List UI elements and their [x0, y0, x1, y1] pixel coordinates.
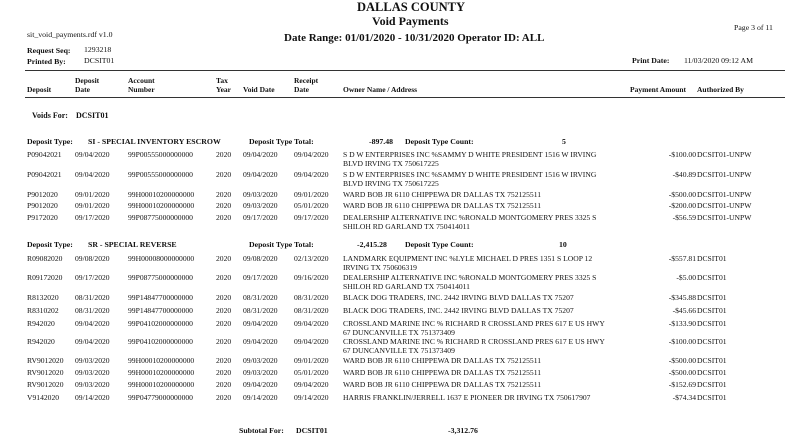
cell-tax-year: 2020 [216, 254, 232, 263]
subtotal-operator: DCSIT01 [296, 426, 328, 435]
cell-amount: -$133.90 [668, 319, 696, 328]
group2-count-label: Deposit Type Count: [405, 240, 474, 249]
cell-receipt-date: 09/16/2020 [294, 273, 329, 282]
date-range: Date Range: 01/01/2020 - 10/31/2020 Operator ID: ALL [284, 32, 545, 44]
request-seq-label: Request Seq: [27, 46, 71, 55]
cell-owner: WARD BOB JR 6110 CHIPPEWA DR DALLAS TX 752125511 [343, 190, 542, 199]
cell-owner: HARRIS FRANKLIN/JERRELL 1637 E PIONEER DR IRVING TX 750617907 [343, 393, 591, 402]
cell-account: 99P14847700000000 [128, 293, 193, 302]
group1-count-label: Deposit Type Count: [405, 137, 474, 146]
cell-authorized-by: DCSIT01 [697, 337, 727, 346]
col-deposit-date-line1: Deposit [75, 76, 100, 85]
cell-deposit: P09042021 [27, 170, 62, 179]
cell-receipt-date: 09/14/2020 [294, 393, 329, 402]
cell-authorized-by: DCSIT01 [697, 254, 727, 263]
cell-owner: DEALERSHIP ALTERNATIVE INC %RONALD MONTGOMERY PRES 3325 S SHILOH RD GARLAND TX 750414011 [343, 273, 597, 291]
col-void-date: Void Date [243, 85, 275, 94]
cell-account: 99P04779000000000 [128, 393, 193, 402]
print-date-value: 11/03/2020 09:12 AM [684, 56, 754, 65]
report-file-name: sit_void_payments.rdf v1.0 [27, 30, 113, 39]
group1-type-label: Deposit Type: [27, 137, 73, 146]
col-receipt-date [294, 76, 318, 94]
cell-account: 99P14847700000000 [128, 306, 193, 315]
group1-total-label: Deposit Type Total: [249, 137, 314, 146]
cell-deposit: R8310202 [27, 306, 59, 315]
cell-deposit-date: 09/04/2020 [75, 170, 110, 179]
cell-void-date: 09/04/2020 [243, 380, 278, 389]
cell-tax-year: 2020 [216, 150, 232, 159]
cell-authorized-by: DCSIT01 [697, 356, 727, 365]
group1-type-name: SI - SPECIAL INVENTORY ESCROW [88, 137, 221, 146]
cell-tax-year: 2020 [216, 368, 232, 377]
cell-account: 99H00008000000000 [128, 254, 195, 263]
cell-deposit: RV9012020 [27, 356, 64, 365]
print-date-label: Print Date: [632, 56, 670, 65]
cell-tax-year: 2020 [216, 293, 232, 302]
cell-tax-year: 2020 [216, 380, 232, 389]
cell-amount: -$5.00 [676, 273, 696, 282]
cell-amount: -$345.88 [668, 293, 696, 302]
cell-account: 99P08775000000000 [128, 273, 193, 282]
cell-void-date: 09/04/2020 [243, 150, 278, 159]
cell-tax-year: 2020 [216, 393, 232, 402]
cell-owner: S D W ENTERPRISES INC %SAMMY D WHITE PRESIDENT 1516 W IRVING BLVD IRVING TX 750617225 [343, 170, 597, 188]
cell-authorized-by: DCSIT01 [697, 380, 727, 389]
cell-authorized-by: DCSIT01 [697, 368, 727, 377]
report-org: DALLAS COUNTY [357, 0, 466, 14]
cell-account: 99P04102000000000 [128, 319, 193, 328]
cell-authorized-by: DCSIT01 [697, 306, 727, 315]
cell-tax-year: 2020 [216, 337, 232, 346]
cell-amount: -$500.00 [668, 368, 696, 377]
cell-deposit: RV9012020 [27, 380, 64, 389]
cell-authorized-by: DCSIT01 [697, 319, 727, 328]
group1-count: 5 [562, 137, 566, 146]
cell-deposit-date: 09/17/2020 [75, 213, 110, 222]
cell-account: 99H00010200000000 [128, 190, 195, 199]
cell-deposit-date: 09/01/2020 [75, 190, 110, 199]
cell-amount: -$74.34 [672, 393, 696, 402]
cell-owner: CROSSLAND MARINE INC % RICHARD R CROSSLAND PRES 617 E US HWY 67 DUNCANVILLE TX 751373409 [343, 337, 605, 355]
cell-deposit-date: 09/04/2020 [75, 150, 110, 159]
cell-deposit-date: 09/03/2020 [75, 368, 110, 377]
cell-void-date: 08/31/2020 [243, 306, 278, 315]
cell-deposit-date: 08/31/2020 [75, 293, 110, 302]
col-tax-year-line1: Tax [216, 76, 228, 85]
cell-receipt-date: 09/04/2020 [294, 170, 329, 179]
cell-deposit: R942020 [27, 319, 55, 328]
col-receipt-date-line2: Date [294, 85, 309, 94]
voids-for-label: Voids For: [32, 111, 68, 120]
group2-total: -2,415.28 [357, 240, 387, 249]
cell-authorized-by: DCSIT01-UNPW [697, 190, 752, 199]
cell-tax-year: 2020 [216, 319, 232, 328]
cell-account: 99H00010200000000 [128, 368, 195, 377]
printed-by-value: DCSIT01 [84, 56, 115, 65]
cell-deposit: R942020 [27, 337, 55, 346]
cell-void-date: 09/03/2020 [243, 201, 278, 210]
col-deposit: Deposit [27, 85, 52, 94]
cell-authorized-by: DCSIT01 [697, 293, 727, 302]
col-owner-name-address: Owner Name / Address [343, 85, 418, 94]
table-row [0, 393, 806, 415]
cell-owner: WARD BOB JR 6110 CHIPPEWA DR DALLAS TX 752125511 [343, 201, 542, 210]
cell-amount: -$500.00 [668, 356, 696, 365]
cell-account: 99P08775000000000 [128, 213, 193, 222]
cell-receipt-date: 09/01/2020 [294, 356, 329, 365]
cell-deposit-date: 09/08/2020 [75, 254, 110, 263]
cell-deposit: P09042021 [27, 150, 62, 159]
cell-amount: -$56.59 [672, 213, 696, 222]
col-account-line2: Number [128, 85, 155, 94]
cell-deposit-date: 09/04/2020 [75, 337, 110, 346]
cell-void-date: 09/03/2020 [243, 356, 278, 365]
cell-void-date: 09/17/2020 [243, 213, 278, 222]
col-payment-amount: Payment Amount [630, 85, 687, 94]
cell-deposit-date: 08/31/2020 [75, 306, 110, 315]
cell-receipt-date: 09/17/2020 [294, 213, 329, 222]
cell-deposit: R09172020 [27, 273, 63, 282]
cell-receipt-date: 08/31/2020 [294, 306, 329, 315]
page-number: Page 3 of 11 [734, 23, 773, 32]
cell-owner: WARD BOB JR 6110 CHIPPEWA DR DALLAS TX 752125511 [343, 368, 542, 377]
cell-amount: -$40.89 [672, 170, 696, 179]
cell-owner: BLACK DOG TRADERS, INC. 2442 IRVING BLVD DALLAS TX 75207 [343, 293, 574, 302]
cell-receipt-date: 08/31/2020 [294, 293, 329, 302]
cell-amount: -$45.66 [672, 306, 696, 315]
cell-tax-year: 2020 [216, 201, 232, 210]
cell-tax-year: 2020 [216, 356, 232, 365]
subtotal-label: Subtotal For: [239, 426, 284, 435]
cell-account: 99H00010200000000 [128, 380, 195, 389]
voids-for-value: DCSIT01 [76, 111, 109, 120]
report-title: Void Payments [372, 14, 449, 28]
cell-deposit: P9172020 [27, 213, 58, 222]
cell-void-date: 09/04/2020 [243, 170, 278, 179]
group2-total-label: Deposit Type Total: [249, 240, 314, 249]
table-row [0, 150, 806, 172]
group1-total: -897.48 [369, 137, 394, 146]
col-authorized-by: Authorized By [697, 85, 744, 94]
col-tax-year-line2: Year [216, 85, 231, 94]
cell-tax-year: 2020 [216, 306, 232, 315]
cell-authorized-by: DCSIT01 [697, 273, 727, 282]
table-row [0, 213, 806, 235]
cell-deposit-date: 09/17/2020 [75, 273, 110, 282]
cell-void-date: 09/04/2020 [243, 337, 278, 346]
cell-receipt-date: 09/04/2020 [294, 150, 329, 159]
cell-deposit: R09082020 [27, 254, 63, 263]
cell-deposit: RV9012020 [27, 368, 64, 377]
cell-authorized-by: DCSIT01 [697, 393, 727, 402]
cell-void-date: 08/31/2020 [243, 293, 278, 302]
cell-deposit-date: 09/01/2020 [75, 201, 110, 210]
cell-deposit-date: 09/03/2020 [75, 356, 110, 365]
cell-owner: WARD BOB JR 6110 CHIPPEWA DR DALLAS TX 752125511 [343, 380, 542, 389]
header-top-rule [25, 70, 785, 71]
cell-deposit-date: 09/03/2020 [75, 380, 110, 389]
cell-deposit: R8132020 [27, 293, 59, 302]
cell-receipt-date: 09/04/2020 [294, 380, 329, 389]
cell-receipt-date: 05/01/2020 [294, 368, 329, 377]
cell-void-date: 09/04/2020 [243, 319, 278, 328]
cell-receipt-date: 09/01/2020 [294, 190, 329, 199]
cell-deposit: P9012020 [27, 190, 58, 199]
cell-tax-year: 2020 [216, 213, 232, 222]
cell-void-date: 09/03/2020 [243, 368, 278, 377]
cell-void-date: 09/08/2020 [243, 254, 278, 263]
cell-authorized-by: DCSIT01-UNPW [697, 150, 752, 159]
cell-account: 99P00555000000000 [128, 150, 193, 159]
group2-type-label: Deposit Type: [27, 240, 73, 249]
printed-by-label: Printed By: [27, 57, 66, 66]
cell-deposit: V9142020 [27, 393, 60, 402]
cell-account: 99P04102000000000 [128, 337, 193, 346]
cell-void-date: 09/17/2020 [243, 273, 278, 282]
subtotal-amount: -3,312.76 [448, 426, 478, 435]
group2-type-name: SR - SPECIAL REVERSE [88, 240, 177, 249]
table-row [0, 273, 806, 295]
col-account-number [128, 76, 155, 94]
cell-tax-year: 2020 [216, 273, 232, 282]
cell-authorized-by: DCSIT01-UNPW [697, 170, 752, 179]
cell-authorized-by: DCSIT01-UNPW [697, 201, 752, 210]
cell-deposit-date: 09/14/2020 [75, 393, 110, 402]
col-account-line1: Account [128, 76, 155, 85]
header-bottom-rule [25, 97, 785, 98]
table-row [0, 170, 806, 192]
col-tax-year [216, 76, 231, 94]
cell-amount: -$100.00 [668, 337, 696, 346]
cell-amount: -$557.81 [668, 254, 696, 263]
cell-authorized-by: DCSIT01-UNPW [697, 213, 752, 222]
cell-owner: DEALERSHIP ALTERNATIVE INC %RONALD MONTGOMERY PRES 3325 S SHILOH RD GARLAND TX 750414011 [343, 213, 597, 231]
cell-void-date: 09/03/2020 [243, 190, 278, 199]
cell-receipt-date: 05/01/2020 [294, 201, 329, 210]
request-seq-value: 1293218 [84, 45, 112, 54]
cell-amount: -$200.00 [668, 201, 696, 210]
cell-receipt-date: 09/04/2020 [294, 319, 329, 328]
cell-receipt-date: 02/13/2020 [294, 254, 329, 263]
cell-tax-year: 2020 [216, 190, 232, 199]
cell-void-date: 09/14/2020 [243, 393, 278, 402]
cell-account: 99H00010200000000 [128, 201, 195, 210]
cell-amount: -$152.69 [668, 380, 696, 389]
col-receipt-date-line1: Receipt [294, 76, 319, 85]
cell-owner: BLACK DOG TRADERS, INC. 2442 IRVING BLVD DALLAS TX 75207 [343, 306, 574, 315]
cell-tax-year: 2020 [216, 170, 232, 179]
cell-deposit-date: 09/04/2020 [75, 319, 110, 328]
cell-amount: -$500.00 [668, 190, 696, 199]
cell-owner: S D W ENTERPRISES INC %SAMMY D WHITE PRESIDENT 1516 W IRVING BLVD IRVING TX 750617225 [343, 150, 597, 168]
cell-amount: -$100.00 [668, 150, 696, 159]
col-deposit-date [75, 76, 99, 94]
cell-owner: LANDMARK EQUIPMENT INC %LYLE MICHAEL D PRES 1351 S LOOP 12 IRVING TX 750606319 [343, 254, 593, 272]
cell-receipt-date: 09/04/2020 [294, 337, 329, 346]
cell-account: 99H00010200000000 [128, 356, 195, 365]
cell-owner: CROSSLAND MARINE INC % RICHARD R CROSSLAND PRES 617 E US HWY 67 DUNCANVILLE TX 751373409 [343, 319, 605, 337]
cell-owner: WARD BOB JR 6110 CHIPPEWA DR DALLAS TX 752125511 [343, 356, 542, 365]
cell-account: 99P00555000000000 [128, 170, 193, 179]
cell-deposit: P9012020 [27, 201, 58, 210]
group2-count: 10 [559, 240, 567, 249]
col-deposit-date-line2: Date [75, 85, 90, 94]
